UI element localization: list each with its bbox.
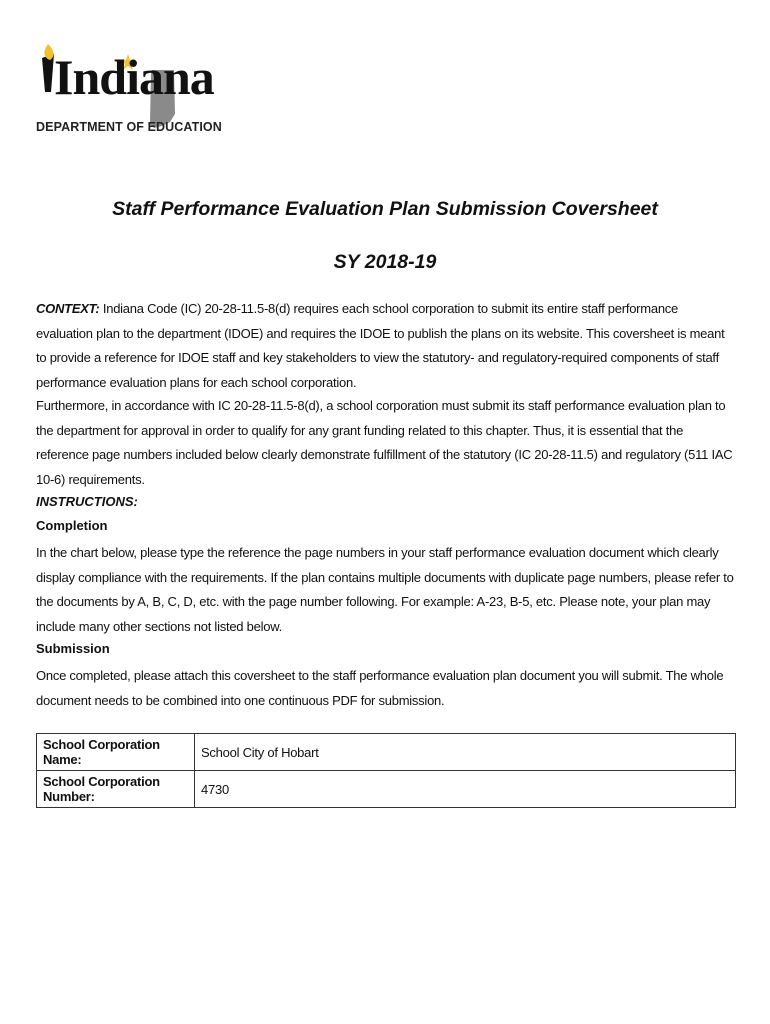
instructions-heading: INSTRUCTIONS: bbox=[36, 494, 138, 509]
torch-icon bbox=[42, 54, 54, 92]
context-text: Indiana Code (IC) 20-28-11.5-8(d) requires each school corporation to submit its entire staff performance evaluation plan to the department (IDOE) and requires the IDOE to publish the plans on its website. This coversheet is meant to provide a reference for IDOE staff and key stakeholders to view the statutory- and regulatory-required components of staff performance evaluation plans for each school corporation. bbox=[36, 301, 725, 390]
table-row bbox=[37, 734, 736, 771]
completion-paragraph: In the chart below, please type the reference the page numbers in your staff performance evaluation document which clearly display compliance with the requirements. If the plan contains multiple documents with duplicate page numbers, please refer to the documents by A, B, C, D, etc. with the page number following. For example: A-23, B-5, etc. Please note, your plan may include many other sections not listed below. bbox=[36, 545, 734, 634]
submission-heading: Submission bbox=[36, 641, 110, 656]
page-title: Staff Performance Evaluation Plan Submission Coversheet bbox=[112, 198, 658, 220]
table-row bbox=[37, 771, 736, 808]
corporation-info-table bbox=[36, 733, 736, 808]
corporation-number-field[interactable]: 4730 bbox=[195, 771, 736, 808]
completion-heading: Completion bbox=[36, 518, 108, 533]
corporation-name-field[interactable]: School City of Hobart bbox=[195, 734, 736, 771]
logo-department: DEPARTMENT OF EDUCATION bbox=[36, 120, 222, 134]
school-year: SY 2018-19 bbox=[333, 251, 437, 273]
submission-paragraph: Once completed, please attach this coversheet to the staff performance evaluation plan document you will submit. The whole document needs to be combined into one continuous PDF for submission. bbox=[36, 668, 724, 708]
corporation-number-label: School Corporation Number: bbox=[37, 771, 195, 808]
context-paragraph bbox=[36, 297, 736, 395]
logo-wordmark: Indiana bbox=[54, 49, 214, 105]
furthermore-paragraph: Furthermore, in accordance with IC 20-28-11.5-8(d), a school corporation must submit its staff performance evaluation plan to the department for approval in order to qualify for any grant funding related to this chapter. Thus, it is essential that the reference page numbers included below clearly demonstrate fulfillment of the statutory (IC 20-28-11.5) and regulatory (511 IAC 10-6) requirements. bbox=[36, 398, 733, 487]
corporation-name-label: School Corporation Name: bbox=[37, 734, 195, 771]
context-label: CONTEXT: bbox=[36, 301, 100, 316]
